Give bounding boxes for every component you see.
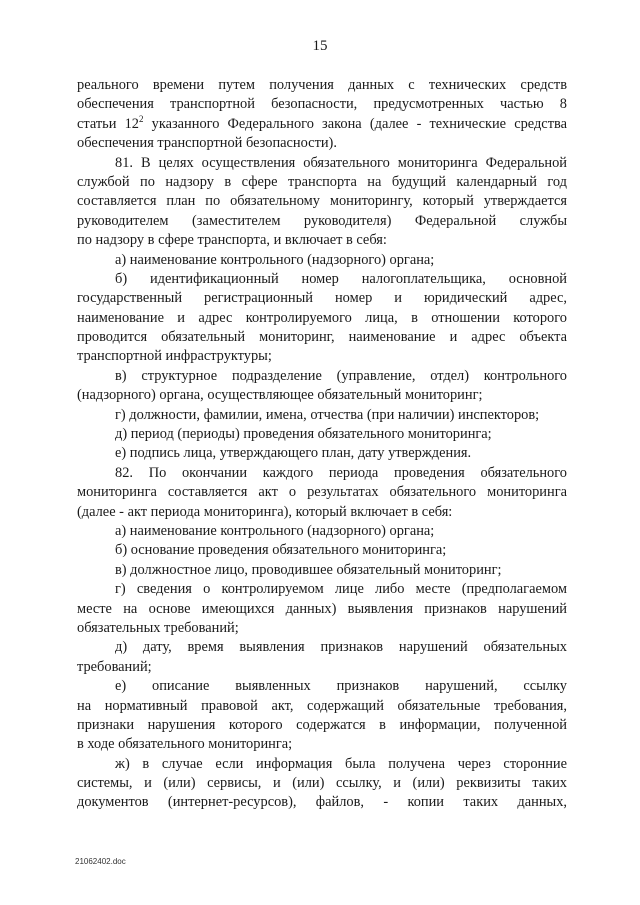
text-line: в ходе обязательного мониторинга; [77,736,293,753]
document-body [77,76,567,813]
text-line: (надзорного) органа, осуществляющее обязательный мониторинг; [77,387,483,404]
text-line: б) основание проведения обязательного мониторинга; [115,542,447,559]
text-line: системы, и (или) сервисы, и (или) ссылку, и (или) реквизиты таких [77,775,567,792]
text-line: г) должности, фамилии, имена, отчества (при наличии) инспекторов; [115,406,540,423]
text-line: г) сведения о контролируемом лице либо месте (предполагаемом [115,581,567,598]
text-line: документов (интернет-ресурсов), файлов, - копии таких данных, [77,794,567,811]
text-line: а) наименование контрольного (надзорного) органа; [115,251,435,268]
text-line: по надзору в сфере транспорта, и включает в себя: [77,232,387,249]
text-line: обязательных требований; [77,619,239,636]
text-line: 82. По окончании каждого периода проведения обязательного [115,464,567,481]
text-line: проводится обязательный мониторинг, наименование и адрес объекта [77,329,567,346]
text-line: обеспечения транспортной безопасности, предусмотренных частью 8 [77,96,567,113]
page-number: 15 [312,38,328,54]
text-line: признаки нарушения которого содержатся в информации, полученной [77,716,567,733]
text-line: составляется план по обязательному мониторингу, который утверждается [77,193,567,210]
text-segment: статьи 12 [77,115,139,132]
text-line: д) период (периоды) проведения обязательного мониторинга; [115,426,492,443]
footer-filename: 21062402.doc [75,857,126,866]
text-line: а) наименование контрольного (надзорного) органа; [115,522,435,539]
superscript: 2 [138,113,144,124]
text-line: месте на основе имеющихся данных) выявления признаков нарушений [77,600,567,617]
text-line: наименование и адрес контролируемого лица, в отношении которого [77,309,567,326]
text-line: 81. В целях осуществления обязательного мониторинга Федеральной [115,154,567,171]
text-line: руководителем (заместителем руководителя) Федеральной службы [77,212,567,229]
text-line: е) подпись лица, утверждающего план, дату утверждения. [115,445,472,462]
text-line [77,115,567,134]
text-line: реального времени путем получения данных с технических средств [77,77,567,93]
text-line: требований; [77,658,152,675]
text-line: службой по надзору в сфере транспорта на будущий календарный год [77,173,567,190]
text-line: в) должностное лицо, проводившее обязательный мониторинг; [115,561,502,578]
text-line: е) описание выявленных признаков нарушений, ссылку [115,678,567,695]
text-line: д) дату, время выявления признаков нарушений обязательных [115,639,567,656]
text-line: ж) в случае если информация была получена через сторонние [115,755,567,772]
text-line: обеспечения транспортной безопасности). [77,135,337,152]
text-segment: указанного Федерального закона (далее - технические средства [143,115,567,132]
text-line: на нормативный правовой акт, содержащий обязательные требования, [77,697,567,714]
text-line: государственный регистрационный номер и юридический адрес, [77,290,567,307]
text-line: б) идентификационный номер налогоплательщика, основной [115,270,567,287]
text-line: транспортной инфраструктуры; [77,348,272,365]
text-line: (далее - акт периода мониторинга), который включает в себя: [77,503,453,520]
text-line: в) структурное подразделение (управление, отдел) контрольного [115,367,567,384]
text-line: мониторинга составляется акт о результатах обязательного мониторинга [77,484,567,501]
